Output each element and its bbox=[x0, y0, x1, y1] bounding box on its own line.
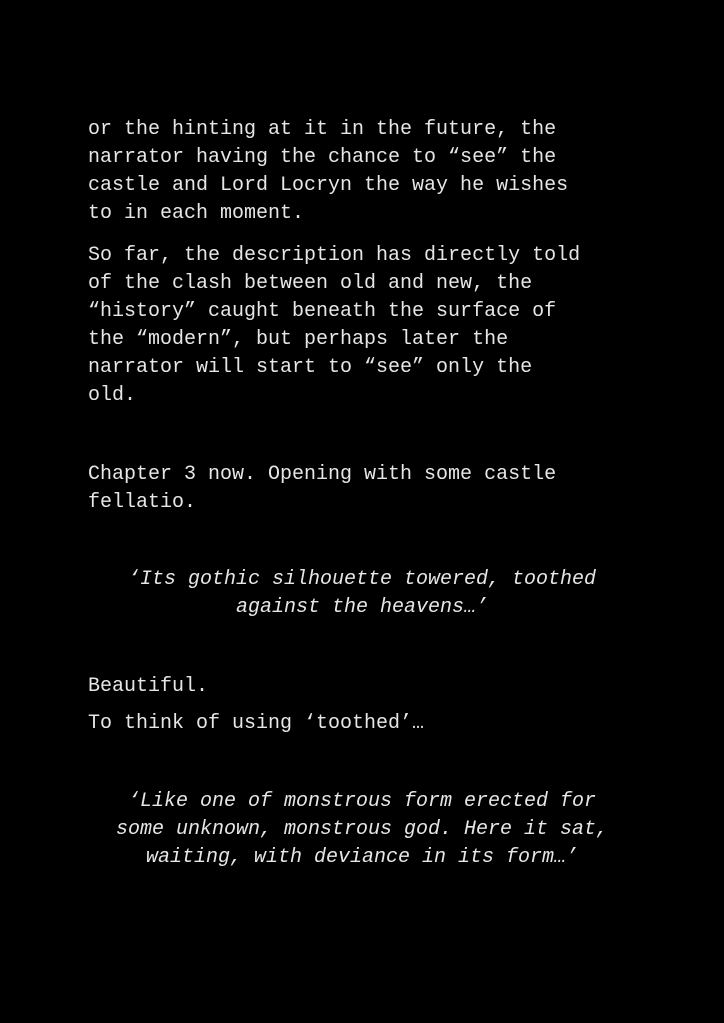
body-paragraph-5: To think of using ‘toothed’… bbox=[88, 712, 425, 735]
quote-block-2: ‘Like one of monstrous form erected for some unknown, monstrous god. Here it sat, waiting, with deviance in its form…’ bbox=[115, 790, 609, 869]
body-paragraph-4: Beautiful. bbox=[88, 675, 209, 698]
body-paragraph-2: So far, the description has directly told of the clash between old and new, the “history” caught beneath the surface of the “modern”, but perhaps later the narrator will start to “see” only the old. bbox=[88, 244, 581, 407]
body-paragraph-1: or the hinting at it in the future, the narrator having the chance to “see” the castle and Lord Locryn the way he wishes to in each moment. bbox=[88, 118, 569, 225]
quote-block-1: ‘Its gothic silhouette towered, toothed against the heavens…’ bbox=[127, 568, 597, 619]
body-paragraph-3: Chapter 3 now. Opening with some castle fellatio. bbox=[88, 463, 557, 514]
